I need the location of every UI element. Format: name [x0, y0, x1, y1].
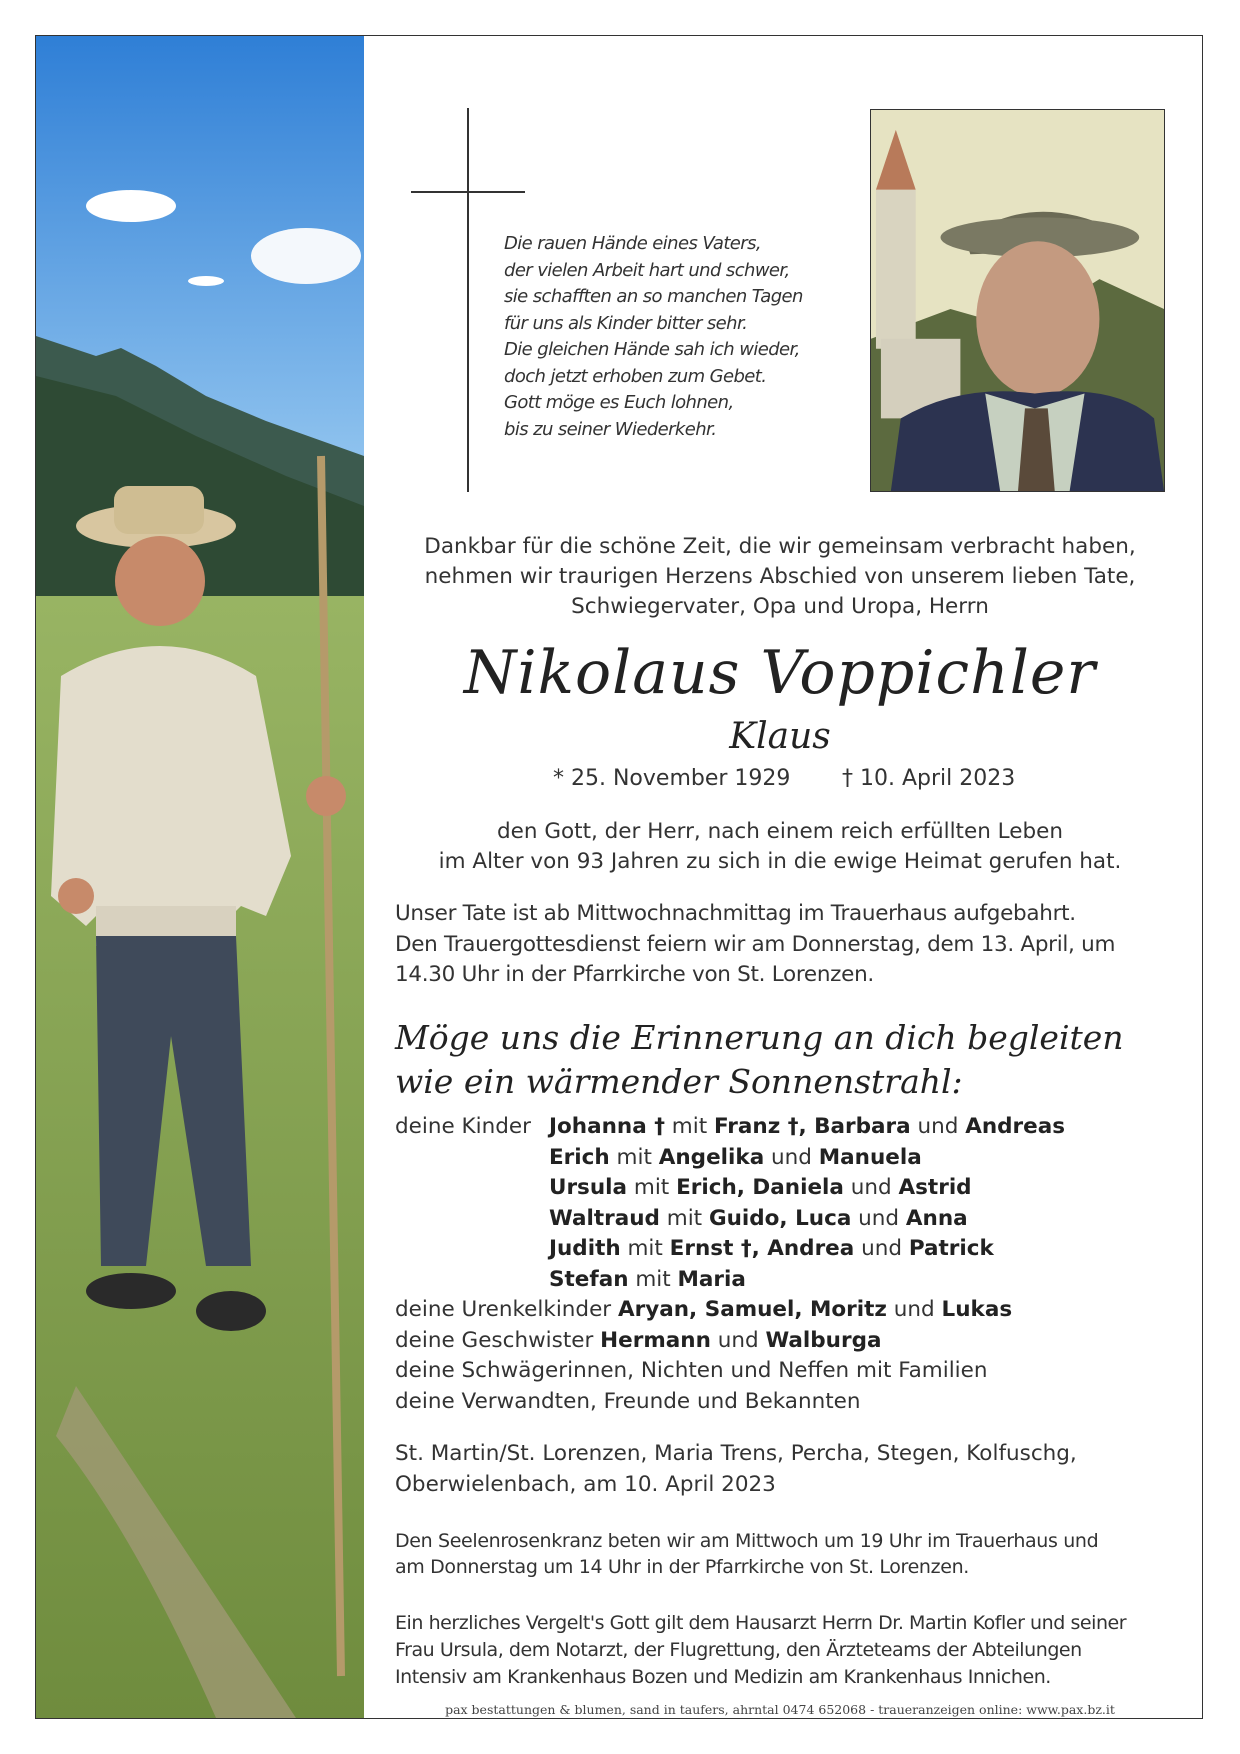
death-date: † 10. April 2023: [842, 766, 1016, 791]
poem-line: bis zu seiner Wiederkehr.: [504, 418, 717, 440]
thanks-text: [395, 1610, 1126, 1691]
funeral-info: [395, 899, 1170, 991]
mourner-connector: und: [710, 1327, 766, 1353]
thanks-line: Intensiv am Krankenhaus Bozen und Medizin am Krankenhaus Innichen.: [395, 1666, 1051, 1688]
relatives-row: [395, 1326, 1175, 1357]
mourner-connector: deine Geschwister: [395, 1327, 601, 1353]
children-line: [549, 1204, 968, 1235]
thanks-line: Frau Ursula, dem Notarzt, der Flugrettung, den Ärzteteams der Abteilungen: [395, 1639, 1082, 1661]
called-line: im Alter von 93 Jahren zu sich in die ewige Heimat gerufen hat.: [438, 849, 1122, 874]
mourner-name: Angelika: [658, 1144, 765, 1170]
quote-line: Möge uns die Erinnerung an dich begleiten: [395, 1018, 1124, 1057]
mourner-name: Aryan, Samuel, Moritz: [617, 1297, 887, 1322]
relatives-line: [395, 1326, 881, 1357]
children-row: [395, 1234, 1175, 1265]
relatives-row: [395, 1356, 1175, 1387]
mourner-name: Erich: [549, 1144, 610, 1170]
mourner-name: Ernst †, Andrea: [669, 1236, 855, 1261]
place-and-date: [395, 1439, 1077, 1500]
mourner-name: Maria: [677, 1266, 746, 1292]
mourner-name: Hermann: [600, 1327, 711, 1353]
intro-line: Schwiegervater, Opa und Uropa, Herrn: [571, 594, 989, 619]
mourner-name: Lukas: [941, 1297, 1013, 1322]
cross-vertical: [467, 108, 469, 492]
poem-line: Die rauen Hände eines Vaters,: [504, 233, 761, 254]
mourner-connector: und: [851, 1205, 906, 1231]
rosary-info: [395, 1528, 1098, 1580]
rosary-line: Den Seelenrosenkranz beten wir am Mittwoch um 19 Uhr im Trauerhaus und: [395, 1530, 1099, 1552]
mourner-connector: und: [764, 1144, 819, 1170]
mourner-name: Waltraud: [549, 1205, 660, 1231]
mourner-connector: mit: [628, 1266, 678, 1292]
relatives-line: [395, 1356, 988, 1387]
mountain-photo: [36, 36, 364, 1718]
mourners-list: [395, 1112, 1175, 1417]
intro-text: [400, 532, 1160, 622]
memorial-quote: [395, 1016, 1175, 1104]
children-line: [549, 1143, 922, 1174]
footer-imprint: pax bestattungen & blumen, sand in taufers, ahrntal 0474 652068 - traueranzeigen online: www.pax.bz.it: [445, 1702, 1115, 1717]
mourner-name: Patrick: [908, 1236, 994, 1261]
mourner-name: Anna: [905, 1205, 968, 1231]
portrait-photo: [870, 109, 1165, 492]
mourner-name: Guido, Luca: [708, 1205, 852, 1231]
birth-date: * 25. November 1929: [553, 766, 791, 791]
called-home-text: [400, 817, 1160, 877]
mourner-name: Franz †, Barbara: [713, 1114, 911, 1139]
rosary-line: am Donnerstag um 14 Uhr in der Pfarrkirche von St. Lorenzen.: [395, 1556, 969, 1578]
place-line: Oberwielenbach, am 10. April 2023: [395, 1471, 776, 1497]
mourner-name: Astrid: [898, 1175, 972, 1200]
poem-line: doch jetzt erhoben zum Gebet.: [504, 365, 767, 387]
funeral-line: Unser Tate ist ab Mittwochnachmittag im Trauerhaus aufgebahrt.: [395, 901, 1076, 926]
children-row: [395, 1143, 1175, 1174]
poem: [504, 231, 834, 443]
mourner-name: Judith: [549, 1236, 621, 1261]
mourner-connector: mit: [659, 1205, 709, 1231]
mourner-name: Johanna †: [549, 1114, 665, 1139]
mourner-name: Stefan: [549, 1266, 629, 1292]
mourner-connector: mit: [627, 1175, 677, 1200]
deceased-name: Nikolaus Voppichler: [463, 638, 1097, 708]
mourner-connector: mit: [664, 1114, 714, 1139]
mourner-connector: mit: [609, 1144, 659, 1170]
mourner-connector: und: [843, 1175, 899, 1200]
poem-line: Gott möge es Euch lohnen,: [504, 392, 734, 413]
called-line: den Gott, der Herr, nach einem reich erfüllten Leben: [496, 819, 1063, 844]
children-line: [549, 1112, 1065, 1143]
mourner-connector: und: [910, 1114, 966, 1139]
poem-line: Die gleichen Hände sah ich wieder,: [504, 339, 800, 360]
place-line: St. Martin/St. Lorenzen, Maria Trens, Percha, Stegen, Kolfuschg,: [395, 1441, 1077, 1466]
relatives-line: [395, 1295, 1012, 1326]
children-row: [395, 1204, 1175, 1235]
funeral-line: 14.30 Uhr in der Pfarrkirche von St. Lorenzen.: [395, 962, 874, 987]
children-row: [395, 1173, 1175, 1204]
poem-line: sie schafften an so manchen Tagen: [504, 286, 803, 307]
mourner-connector: und: [854, 1236, 909, 1261]
children-row: [395, 1112, 1175, 1143]
funeral-line: Den Trauergottesdienst feiern wir am Donnerstag, dem 13. April, um: [395, 931, 1116, 957]
mourner-connector: und: [886, 1297, 942, 1322]
children-line: [549, 1265, 746, 1296]
cross-horizontal: [411, 191, 525, 193]
children-label: deine Kinder: [395, 1114, 531, 1139]
mourner-connector: deine Schwägerinnen, Nichten und Neffen mit Familien: [395, 1358, 988, 1383]
children-line: [549, 1234, 994, 1265]
intro-line: nehmen wir traurigen Herzens Abschied von unserem lieben Tate,: [424, 564, 1136, 589]
children-row: [395, 1265, 1175, 1296]
mourner-name: Walburga: [765, 1327, 882, 1353]
mourner-name: Andreas: [965, 1114, 1066, 1139]
intro-line: Dankbar für die schöne Zeit, die wir gemeinsam verbracht haben,: [424, 534, 1136, 559]
mourner-name: Erich, Daniela: [676, 1175, 844, 1200]
mourner-name: Manuela: [818, 1144, 922, 1170]
mourner-connector: mit: [620, 1236, 670, 1261]
children-line: [549, 1173, 972, 1204]
poem-line: der vielen Arbeit hart und schwer,: [504, 259, 790, 281]
relatives-line: [395, 1387, 860, 1418]
quote-line: wie ein wärmender Sonnenstrahl:: [395, 1062, 963, 1101]
deceased-nickname: Klaus: [729, 716, 831, 757]
mourner-name: Ursula: [549, 1175, 628, 1200]
thanks-line: Ein herzliches Vergelt's Gott gilt dem Hausarzt Herrn Dr. Martin Kofler und seiner: [395, 1612, 1127, 1634]
mourner-connector: deine Urenkelkinder: [395, 1297, 618, 1322]
mourner-connector: deine Verwandten, Freunde und Bekannten: [395, 1388, 861, 1414]
relatives-row: [395, 1295, 1175, 1326]
relatives-row: [395, 1387, 1175, 1418]
poem-line: für uns als Kinder bitter sehr.: [504, 312, 748, 334]
